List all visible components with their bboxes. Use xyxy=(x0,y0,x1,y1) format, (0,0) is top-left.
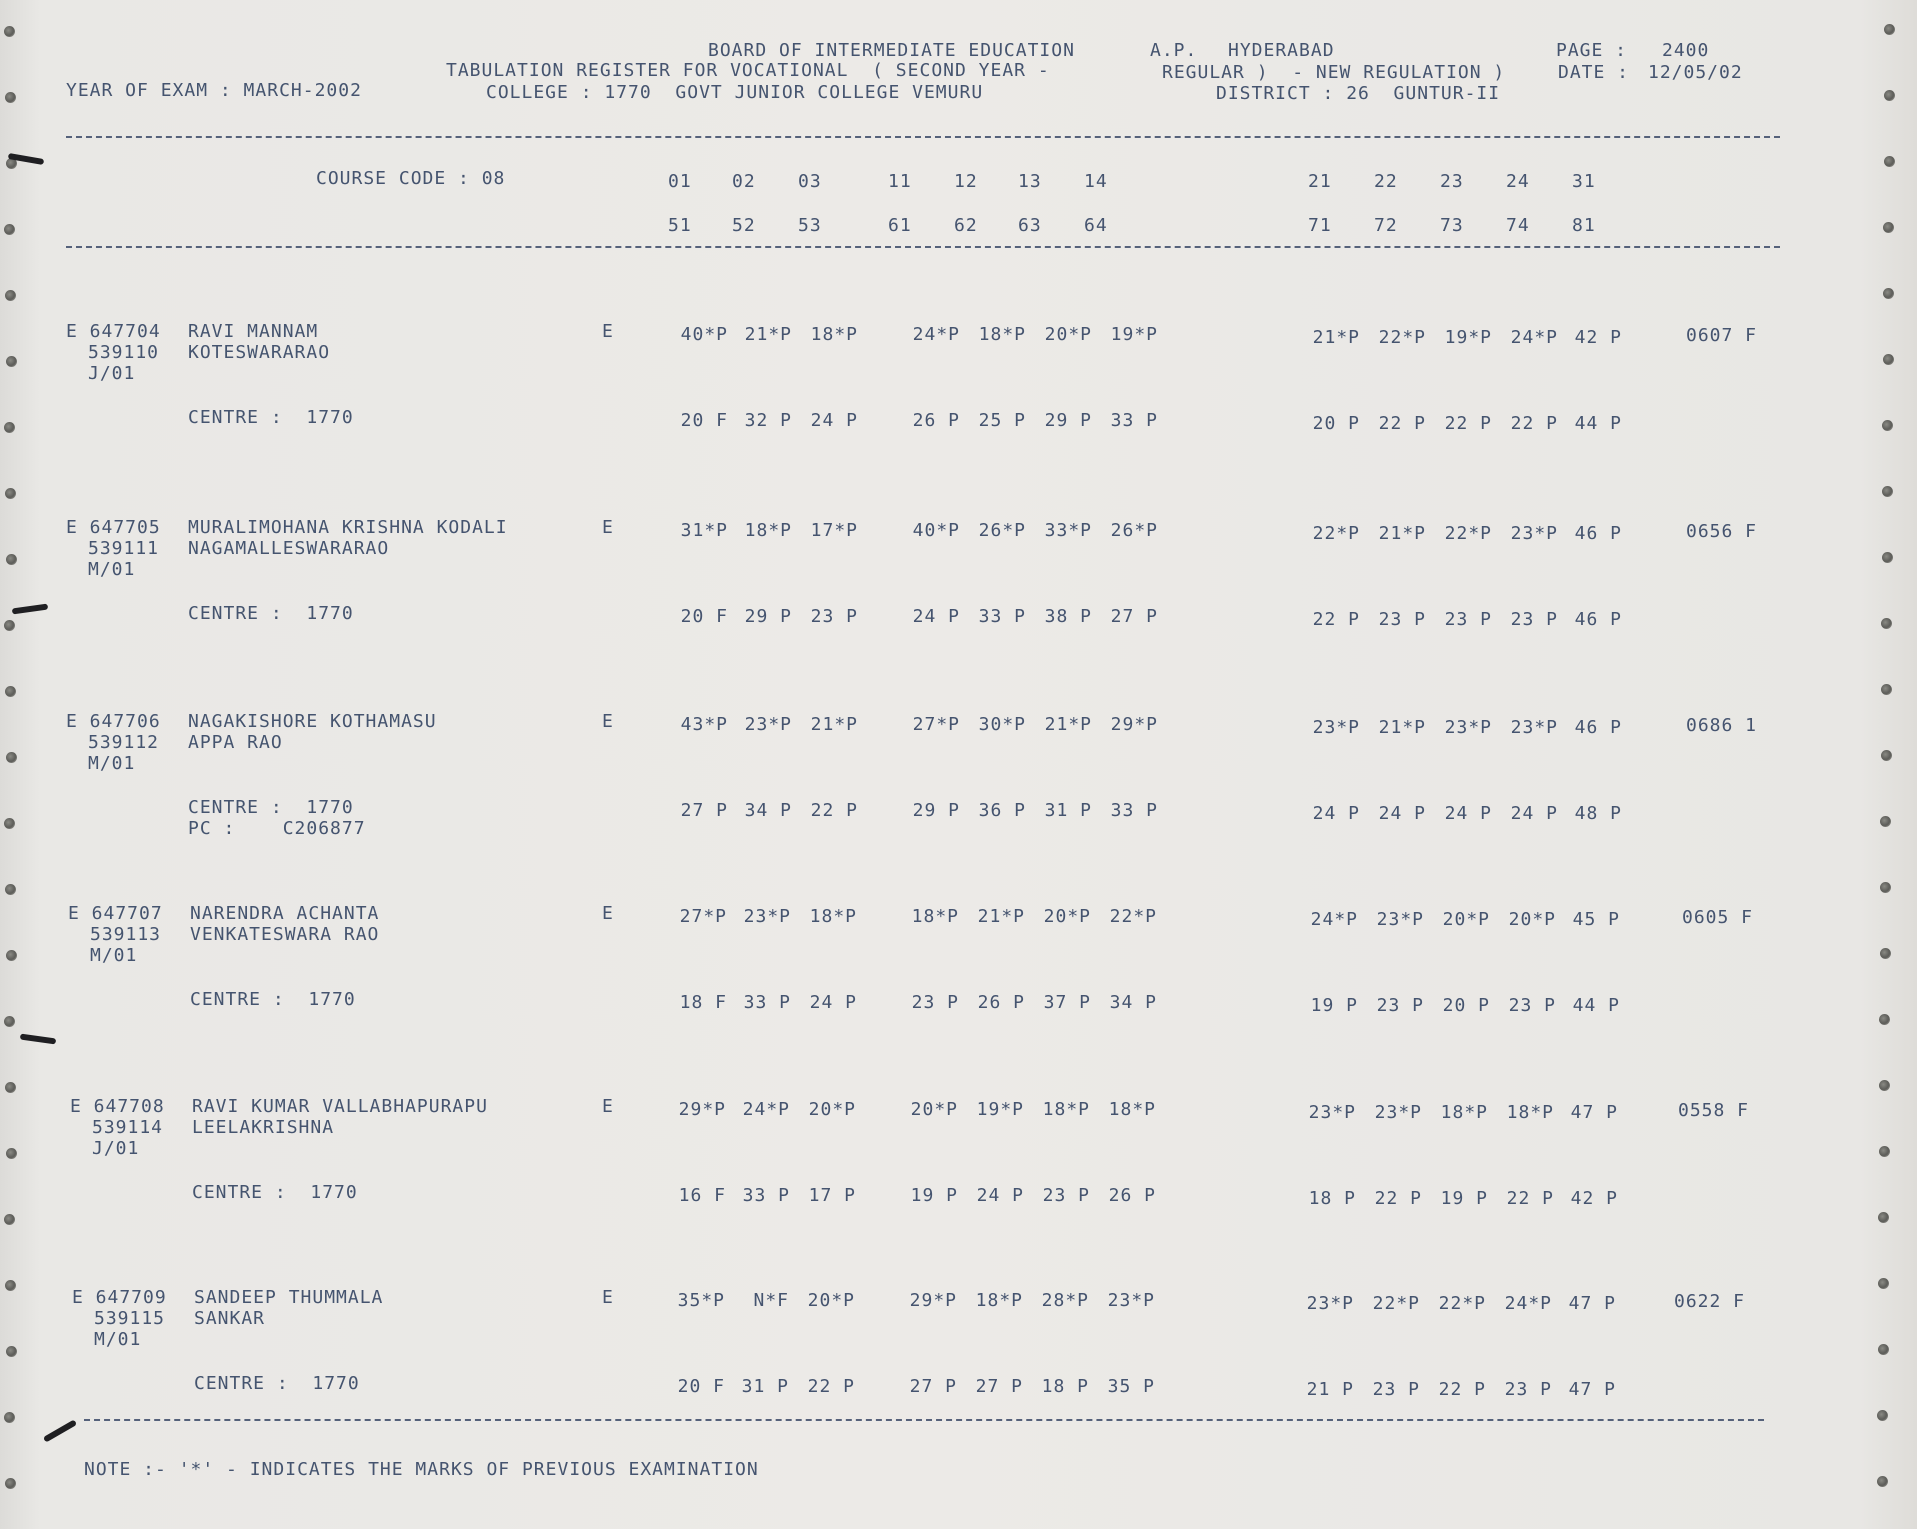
mark-current: 23 P xyxy=(1504,1379,1552,1400)
mark-current: 18 F xyxy=(679,992,727,1013)
mark-previous: 26*P xyxy=(1110,520,1158,541)
student-name: MURALIMOHANA KRISHNA KODALI xyxy=(188,517,508,538)
mark-previous: 27*P xyxy=(679,906,727,927)
mark-current: 18 P xyxy=(1041,1376,1089,1397)
total-result: 0622 F xyxy=(1674,1291,1746,1312)
column-code: 23 xyxy=(1440,171,1464,192)
feed-hole xyxy=(5,290,16,301)
mark-current: 33 P xyxy=(1110,800,1158,821)
mark-previous: 21*P xyxy=(744,324,792,345)
mark-previous: 23*P xyxy=(1312,717,1360,738)
mark-previous: 19*P xyxy=(976,1099,1024,1120)
mark-current: 17 P xyxy=(808,1185,856,1206)
feed-hole xyxy=(6,950,17,961)
mark-previous: 22*P xyxy=(1438,1293,1486,1314)
mark-previous: 40*P xyxy=(912,520,960,541)
column-code: 01 xyxy=(668,171,692,192)
mark-previous: 20*P xyxy=(1044,324,1092,345)
mark-previous: 18*P xyxy=(978,324,1026,345)
mark-previous: 23*P xyxy=(744,714,792,735)
student-name: NAGAKISHORE KOTHAMASU xyxy=(188,711,437,732)
medium-code: E xyxy=(602,321,614,342)
feed-hole xyxy=(4,818,15,829)
mark-previous: 20*P xyxy=(910,1099,958,1120)
mark-current: 42 P xyxy=(1570,1188,1618,1209)
column-code: 62 xyxy=(954,215,978,236)
mark-current: 38 P xyxy=(1044,606,1092,627)
mark-previous: 19*P xyxy=(1444,327,1492,348)
feed-hole xyxy=(5,92,16,103)
group-code: M/01 xyxy=(90,945,138,966)
feed-hole xyxy=(5,1280,16,1291)
feed-hole xyxy=(1878,1278,1889,1289)
mark-current: 26 P xyxy=(1108,1185,1156,1206)
print-date: 12/05/02 xyxy=(1648,62,1743,83)
roll-number: 539114 xyxy=(92,1117,164,1138)
column-code: 53 xyxy=(798,215,822,236)
total-result: 0607 F xyxy=(1686,325,1758,346)
mark-current: 27 P xyxy=(909,1376,957,1397)
feed-hole xyxy=(1877,1476,1888,1487)
footer-note: NOTE :- '*' - INDICATES THE MARKS OF PREVIOUS EXAMINATION xyxy=(84,1459,759,1480)
student-name: RAVI MANNAM xyxy=(188,321,319,342)
feed-hole xyxy=(1884,24,1895,35)
column-code: 31 xyxy=(1572,171,1596,192)
mark-previous: 20*P xyxy=(808,1099,856,1120)
column-code: 51 xyxy=(668,215,692,236)
mark-current: 22 P xyxy=(807,1376,855,1397)
college-name: COLLEGE : 1770 GOVT JUNIOR COLLEGE VEMURU xyxy=(486,82,984,103)
mark-current: 20 F xyxy=(680,410,728,431)
mark-current: 23 P xyxy=(1376,995,1424,1016)
header-divider xyxy=(66,136,1780,138)
mark-previous: 22*P xyxy=(1109,906,1157,927)
column-code: 52 xyxy=(732,215,756,236)
mark-current: 23 P xyxy=(1372,1379,1420,1400)
footer-divider xyxy=(84,1419,1764,1421)
mark-current: 23 P xyxy=(1444,609,1492,630)
feed-hole xyxy=(1880,816,1891,827)
mark-current: 22 P xyxy=(1444,413,1492,434)
mark-previous: 23*P xyxy=(1376,909,1424,930)
regulation-title: REGULAR ) - NEW REGULATION ) xyxy=(1162,62,1506,83)
mark-previous: 21*P xyxy=(1044,714,1092,735)
mark-current: 23 P xyxy=(1508,995,1556,1016)
student-name: NARENDRA ACHANTA xyxy=(190,903,380,924)
mark-previous: 33*P xyxy=(1044,520,1092,541)
centre-label: CENTRE : 1770 xyxy=(194,1373,360,1394)
feed-hole xyxy=(4,224,15,235)
mark-current: 24 P xyxy=(1444,803,1492,824)
mark-current: 23 P xyxy=(1378,609,1426,630)
mark-previous: 21*P xyxy=(1312,327,1360,348)
feed-hole xyxy=(1882,552,1893,563)
feed-hole xyxy=(6,752,17,763)
mark-current: 24 P xyxy=(976,1185,1024,1206)
column-code: 73 xyxy=(1440,215,1464,236)
city-label: HYDERABAD xyxy=(1228,40,1335,61)
mark-current: 24 P xyxy=(1312,803,1360,824)
mark-previous: 22*P xyxy=(1312,523,1360,544)
mark-previous: 22*P xyxy=(1444,523,1492,544)
mark-previous: 23*P xyxy=(743,906,791,927)
year-of-exam: YEAR OF EXAM : MARCH-2002 xyxy=(66,80,362,101)
mark-previous: N*F xyxy=(753,1290,789,1311)
mark-previous: 20*P xyxy=(1442,909,1490,930)
mark-previous: 22*P xyxy=(1372,1293,1420,1314)
mark-previous: 21*P xyxy=(1378,717,1426,738)
registration-number: E 647707 xyxy=(68,903,163,924)
column-code: 81 xyxy=(1572,215,1596,236)
feed-hole xyxy=(1881,750,1892,761)
feed-hole xyxy=(1882,486,1893,497)
mark-previous: 26*P xyxy=(978,520,1026,541)
feed-hole xyxy=(6,1346,17,1357)
mark-current: 33 P xyxy=(743,992,791,1013)
mark-previous: 35*P xyxy=(677,1290,725,1311)
column-code: 24 xyxy=(1506,171,1530,192)
registration-number: E 647709 xyxy=(72,1287,167,1308)
mark-previous: 28*P xyxy=(1041,1290,1089,1311)
pc-number: PC : C206877 xyxy=(188,818,366,839)
mark-current: 24 P xyxy=(1510,803,1558,824)
mark-current: 23 P xyxy=(810,606,858,627)
mark-current: 24 P xyxy=(810,410,858,431)
mark-previous: 29*P xyxy=(909,1290,957,1311)
mark-current: 19 P xyxy=(1440,1188,1488,1209)
medium-code: E xyxy=(602,1287,614,1308)
roll-number: 539111 xyxy=(88,538,160,559)
mark-previous: 23*P xyxy=(1510,523,1558,544)
mark-previous: 24*P xyxy=(1310,909,1358,930)
mark-current: 20 P xyxy=(1312,413,1360,434)
mark-current: 21 P xyxy=(1306,1379,1354,1400)
total-result: 0558 F xyxy=(1678,1100,1750,1121)
feed-hole xyxy=(1880,948,1891,959)
mark-current: 22 P xyxy=(1378,413,1426,434)
mark-previous: 18*P xyxy=(1108,1099,1156,1120)
medium-code: E xyxy=(602,711,614,732)
mark-current: 19 P xyxy=(1310,995,1358,1016)
mark-current: 33 P xyxy=(742,1185,790,1206)
mark-previous: 43*P xyxy=(680,714,728,735)
board-name: BOARD OF INTERMEDIATE EDUCATION xyxy=(708,40,1075,61)
mark-previous: 29*P xyxy=(678,1099,726,1120)
feed-hole xyxy=(5,686,16,697)
mark-current: 36 P xyxy=(978,800,1026,821)
mark-previous: 18*P xyxy=(1042,1099,1090,1120)
register-title: TABULATION REGISTER FOR VOCATIONAL ( SECOND YEAR - xyxy=(446,60,1050,81)
mark-current: 35 P xyxy=(1107,1376,1155,1397)
feed-hole xyxy=(4,26,15,37)
mark-previous: 18*P xyxy=(1506,1102,1554,1123)
mark-current: 22 P xyxy=(1438,1379,1486,1400)
mark-current: 27 P xyxy=(1110,606,1158,627)
mark-current: 24 P xyxy=(809,992,857,1013)
mark-current: 32 P xyxy=(744,410,792,431)
mark-previous: 18*P xyxy=(744,520,792,541)
registration-number: E 647708 xyxy=(70,1096,165,1117)
mark-current: 27 P xyxy=(680,800,728,821)
father-name: SANKAR xyxy=(194,1308,266,1329)
feed-hole xyxy=(1884,90,1895,101)
mark-previous: 24*P xyxy=(1510,327,1558,348)
mark-current: 20 F xyxy=(677,1376,725,1397)
feed-hole xyxy=(1878,1212,1889,1223)
centre-label: CENTRE : 1770 xyxy=(188,797,354,818)
feed-hole xyxy=(5,884,16,895)
feed-hole xyxy=(1883,354,1894,365)
mark-previous: 31*P xyxy=(680,520,728,541)
mark-current: 23 P xyxy=(1510,609,1558,630)
centre-label: CENTRE : 1770 xyxy=(192,1182,358,1203)
mark-previous: 45 P xyxy=(1572,909,1620,930)
mark-current: 23 P xyxy=(911,992,959,1013)
registration-number: E 647704 xyxy=(66,321,161,342)
column-code: 64 xyxy=(1084,215,1108,236)
mark-current: 29 P xyxy=(912,800,960,821)
column-code: 74 xyxy=(1506,215,1530,236)
mark-current: 33 P xyxy=(978,606,1026,627)
centre-label: CENTRE : 1770 xyxy=(188,603,354,624)
group-code: M/01 xyxy=(94,1329,142,1350)
mark-current: 18 P xyxy=(1308,1188,1356,1209)
mark-current: 31 P xyxy=(1044,800,1092,821)
column-code: 21 xyxy=(1308,171,1332,192)
mark-current: 26 P xyxy=(977,992,1025,1013)
mark-previous: 30*P xyxy=(978,714,1026,735)
roll-number: 539113 xyxy=(90,924,162,945)
column-code: 72 xyxy=(1374,215,1398,236)
mark-previous: 23*P xyxy=(1107,1290,1155,1311)
feed-hole xyxy=(4,1214,15,1225)
mark-current: 20 F xyxy=(680,606,728,627)
mark-previous: 18*P xyxy=(975,1290,1023,1311)
column-code: 14 xyxy=(1084,171,1108,192)
feed-hole xyxy=(6,356,17,367)
mark-previous: 47 P xyxy=(1570,1102,1618,1123)
total-result: 0656 F xyxy=(1686,521,1758,542)
feed-hole xyxy=(4,620,15,631)
centre-label: CENTRE : 1770 xyxy=(188,407,354,428)
centre-label: CENTRE : 1770 xyxy=(190,989,356,1010)
course-code: COURSE CODE : 08 xyxy=(316,168,506,189)
roll-number: 539112 xyxy=(88,732,160,753)
roll-number: 539110 xyxy=(88,342,160,363)
group-code: M/01 xyxy=(88,753,136,774)
feed-hole xyxy=(5,488,16,499)
mark-previous: 21*P xyxy=(977,906,1025,927)
column-code: 22 xyxy=(1374,171,1398,192)
mark-previous: 47 P xyxy=(1568,1293,1616,1314)
column-code: 71 xyxy=(1308,215,1332,236)
mark-previous: 18*P xyxy=(809,906,857,927)
mark-previous: 23*P xyxy=(1308,1102,1356,1123)
mark-previous: 46 P xyxy=(1574,717,1622,738)
group-code: M/01 xyxy=(88,559,136,580)
mark-current: 24 P xyxy=(1378,803,1426,824)
mark-current: 33 P xyxy=(1110,410,1158,431)
medium-code: E xyxy=(602,517,614,538)
mark-current: 27 P xyxy=(975,1376,1023,1397)
feed-hole xyxy=(5,1082,16,1093)
mark-previous: 23*P xyxy=(1510,717,1558,738)
feed-hole xyxy=(1883,222,1894,233)
mark-current: 25 P xyxy=(978,410,1026,431)
mark-current: 22 P xyxy=(1312,609,1360,630)
mark-previous: 40*P xyxy=(680,324,728,345)
feed-hole xyxy=(6,554,17,565)
student-name: RAVI KUMAR VALLABHAPURAPU xyxy=(192,1096,488,1117)
mark-previous: 20*P xyxy=(807,1290,855,1311)
mark-previous: 42 P xyxy=(1574,327,1622,348)
father-name: NAGAMALLESWARARAO xyxy=(188,538,390,559)
mark-current: 46 P xyxy=(1574,609,1622,630)
registration-number: E 647706 xyxy=(66,711,161,732)
mark-current: 22 P xyxy=(810,800,858,821)
mark-previous: 18*P xyxy=(911,906,959,927)
mark-previous: 24*P xyxy=(912,324,960,345)
group-code: J/01 xyxy=(88,363,136,384)
mark-current: 26 P xyxy=(912,410,960,431)
mark-previous: 24*P xyxy=(742,1099,790,1120)
mark-previous: 21*P xyxy=(810,714,858,735)
medium-code: E xyxy=(602,903,614,924)
mark-previous: 23*P xyxy=(1306,1293,1354,1314)
feed-hole xyxy=(1880,882,1891,893)
roll-number: 539115 xyxy=(94,1308,166,1329)
column-header-divider xyxy=(66,246,1780,248)
state-label: A.P. xyxy=(1150,40,1198,61)
column-code: 12 xyxy=(954,171,978,192)
column-code: 03 xyxy=(798,171,822,192)
mark-previous: 19*P xyxy=(1110,324,1158,345)
group-code: J/01 xyxy=(92,1138,140,1159)
mark-current: 44 P xyxy=(1572,995,1620,1016)
page-number: 2400 xyxy=(1662,40,1710,61)
feed-hole xyxy=(1884,156,1895,167)
page-label: PAGE : xyxy=(1556,40,1628,61)
feed-hole xyxy=(1878,1344,1889,1355)
feed-hole xyxy=(4,1412,15,1423)
student-name: SANDEEP THUMMALA xyxy=(194,1287,384,1308)
mark-current: 31 P xyxy=(741,1376,789,1397)
mark-current: 29 P xyxy=(744,606,792,627)
mark-current: 19 P xyxy=(910,1185,958,1206)
mark-previous: 20*P xyxy=(1508,909,1556,930)
mark-previous: 20*P xyxy=(1043,906,1091,927)
feed-hole xyxy=(1877,1410,1888,1421)
feed-hole xyxy=(1879,1080,1890,1091)
feed-hole xyxy=(4,1016,15,1027)
mark-previous: 46 P xyxy=(1574,523,1622,544)
father-name: KOTESWARARAO xyxy=(188,342,331,363)
mark-previous: 27*P xyxy=(912,714,960,735)
feed-hole xyxy=(1882,420,1893,431)
feed-hole xyxy=(1879,1146,1890,1157)
registration-number: E 647705 xyxy=(66,517,161,538)
column-code: 02 xyxy=(732,171,756,192)
mark-current: 22 P xyxy=(1510,413,1558,434)
mark-previous: 21*P xyxy=(1378,523,1426,544)
feed-hole xyxy=(1879,1014,1890,1025)
mark-current: 48 P xyxy=(1574,803,1622,824)
feed-hole xyxy=(5,1478,16,1489)
mark-previous: 17*P xyxy=(810,520,858,541)
date-label: DATE : xyxy=(1558,62,1630,83)
feed-hole xyxy=(1881,684,1892,695)
mark-current: 47 P xyxy=(1568,1379,1616,1400)
father-name: APPA RAO xyxy=(188,732,283,753)
column-code: 61 xyxy=(888,215,912,236)
mark-current: 24 P xyxy=(912,606,960,627)
mark-current: 44 P xyxy=(1574,413,1622,434)
mark-previous: 24*P xyxy=(1504,1293,1552,1314)
feed-hole xyxy=(4,422,15,433)
mark-current: 23 P xyxy=(1042,1185,1090,1206)
mark-current: 20 P xyxy=(1442,995,1490,1016)
total-result: 0605 F xyxy=(1682,907,1754,928)
column-code: 11 xyxy=(888,171,912,192)
feed-hole xyxy=(6,1148,17,1159)
mark-current: 22 P xyxy=(1374,1188,1422,1209)
total-result: 0686 1 xyxy=(1686,715,1758,736)
column-code: 13 xyxy=(1018,171,1042,192)
mark-current: 22 P xyxy=(1506,1188,1554,1209)
mark-current: 34 P xyxy=(744,800,792,821)
medium-code: E xyxy=(602,1096,614,1117)
mark-current: 29 P xyxy=(1044,410,1092,431)
father-name: VENKATESWARA RAO xyxy=(190,924,380,945)
mark-previous: 18*P xyxy=(810,324,858,345)
feed-hole xyxy=(1881,618,1892,629)
feed-hole xyxy=(1883,288,1894,299)
mark-previous: 22*P xyxy=(1378,327,1426,348)
mark-previous: 23*P xyxy=(1444,717,1492,738)
mark-current: 34 P xyxy=(1109,992,1157,1013)
father-name: LEELAKRISHNA xyxy=(192,1117,335,1138)
mark-current: 16 F xyxy=(678,1185,726,1206)
mark-current: 37 P xyxy=(1043,992,1091,1013)
district-name: DISTRICT : 26 GUNTUR-II xyxy=(1216,83,1501,104)
column-code: 63 xyxy=(1018,215,1042,236)
mark-previous: 29*P xyxy=(1110,714,1158,735)
mark-previous: 18*P xyxy=(1440,1102,1488,1123)
mark-previous: 23*P xyxy=(1374,1102,1422,1123)
